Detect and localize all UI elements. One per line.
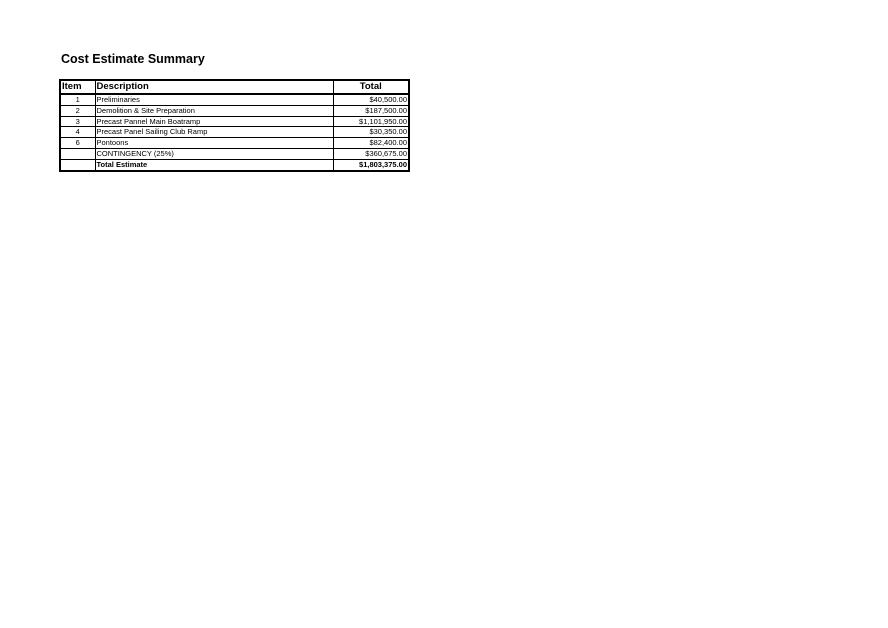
cell-item: 1 bbox=[60, 94, 95, 105]
cost-estimate-table bbox=[59, 79, 410, 172]
table-row bbox=[60, 105, 409, 116]
total-estimate-value: $1,803,375.00 bbox=[333, 159, 409, 170]
cell-total: $40,500.00 bbox=[333, 94, 409, 105]
total-estimate-label: Total Estimate bbox=[95, 159, 333, 170]
table-row bbox=[60, 94, 409, 105]
cell-item: 6 bbox=[60, 138, 95, 149]
cell-description: Preliminaries bbox=[95, 94, 333, 105]
cell-item: 2 bbox=[60, 105, 95, 116]
cell-description: Precast Pannel Main Boatramp bbox=[95, 116, 333, 127]
total-estimate-row bbox=[60, 159, 409, 170]
header-description: Description bbox=[95, 80, 333, 94]
cell-item: 4 bbox=[60, 127, 95, 138]
table-row bbox=[60, 127, 409, 138]
cell-description: CONTINGENCY (25%) bbox=[95, 148, 333, 159]
cell-total: $30,350.00 bbox=[333, 127, 409, 138]
cell-description: Demolition & Site Preparation bbox=[95, 105, 333, 116]
cell-item bbox=[60, 148, 95, 159]
header-total: Total bbox=[333, 80, 409, 94]
table-row bbox=[60, 138, 409, 149]
table-header-row bbox=[60, 80, 409, 94]
cell-total: $82,400.00 bbox=[333, 138, 409, 149]
cell-item bbox=[60, 159, 95, 170]
cell-description: Precast Panel Sailing Club Ramp bbox=[95, 127, 333, 138]
cell-item: 3 bbox=[60, 116, 95, 127]
table-row bbox=[60, 148, 409, 159]
header-item: Item bbox=[60, 80, 95, 94]
cell-total: $1,101,950.00 bbox=[333, 116, 409, 127]
table-row bbox=[60, 116, 409, 127]
cell-total: $187,500.00 bbox=[333, 105, 409, 116]
page-title: Cost Estimate Summary bbox=[61, 52, 205, 66]
cell-description: Pontoons bbox=[95, 138, 333, 149]
cell-total: $360,675.00 bbox=[333, 148, 409, 159]
